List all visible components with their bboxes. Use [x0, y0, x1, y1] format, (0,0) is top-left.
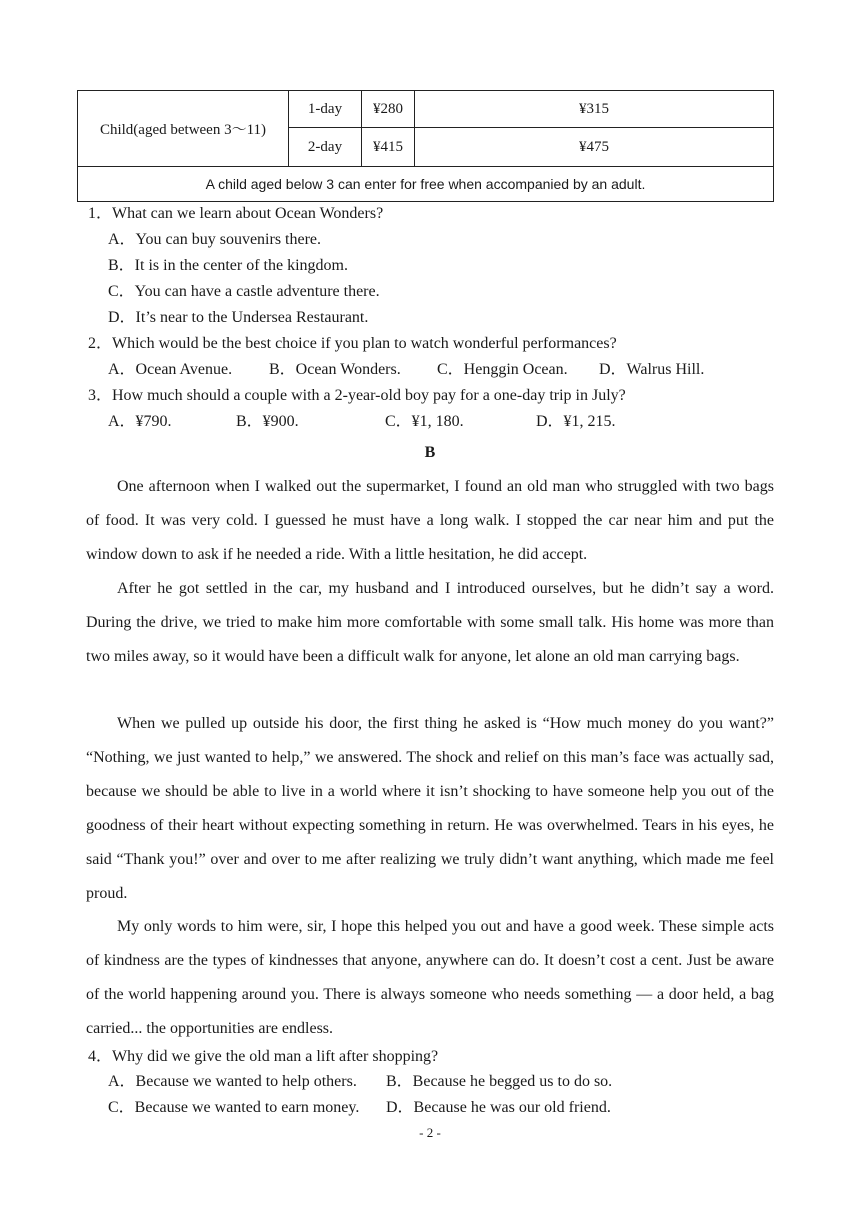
- question-2-option-d[interactable]: D．Walrus Hill.: [599, 361, 705, 378]
- question-1-option-c[interactable]: C．You can have a castle adventure there.: [108, 283, 380, 300]
- section-title: B: [424, 444, 436, 461]
- table-category-cell: Child(aged between 3～11): [78, 91, 289, 167]
- question-3-option-c[interactable]: C．¥1, 180.: [385, 413, 464, 430]
- question-1-option-b[interactable]: B．It is in the center of the kingdom.: [108, 257, 348, 274]
- question-3-option-a[interactable]: A．¥790.: [108, 413, 172, 430]
- passage-paragraph-4: My only words to him were, sir, I hope this helped you out and have a good week. These simple acts of kindness are the types of kindnesses that anyone, anywhere can do. It doesn’t cost a cent. Just be aware of the world happening around you. There is always someone who needs something — a door held, a bag carried... the opportunities are endless.: [86, 918, 774, 1037]
- question-2-option-a[interactable]: A．Ocean Avenue.: [108, 361, 233, 378]
- question-2-stem: 2．Which would be the best choice if you plan to watch wonderful performances?: [88, 335, 617, 352]
- question-3-stem: 3．How much should a couple with a 2-year-old boy pay for a one-day trip in July?: [88, 387, 626, 404]
- question-4-option-d[interactable]: D．Because he was our old friend.: [386, 1099, 611, 1116]
- ticket-price-table: [77, 90, 774, 202]
- table-price-cell: ¥280: [362, 91, 415, 128]
- table-price-cell: ¥415: [362, 128, 415, 167]
- question-2-option-b[interactable]: B．Ocean Wonders.: [269, 361, 401, 378]
- passage-paragraph-2: After he got settled in the car, my husband and I introduced ourselves, but he didn’t say a word. During the drive, we tried to make him more comfortable with some small talk. His home was more than two miles away, so it would have been a difficult walk for anyone, let alone an old man carrying bags.: [86, 580, 774, 665]
- passage-paragraph-1: One afternoon when I walked out the supermarket, I found an old man who struggled with two bags of food. It was very cold. I guessed he must have a long walk. I stopped the car near him and put the window down to ask if he needed a ride. With a little hesitation, he did accept.: [86, 478, 774, 563]
- question-4-stem: 4．Why did we give the old man a lift after shopping?: [88, 1048, 439, 1065]
- question-4-option-a[interactable]: A．Because we wanted to help others.: [108, 1073, 357, 1090]
- question-4-option-b[interactable]: B．Because he begged us to do so.: [386, 1073, 613, 1090]
- question-2-option-c[interactable]: C．Henggin Ocean.: [437, 361, 568, 378]
- question-1-stem: 1．What can we learn about Ocean Wonders?: [88, 205, 384, 222]
- table-duration-cell: 1-day: [289, 91, 362, 128]
- question-1-option-a[interactable]: A．You can buy souvenirs there.: [108, 231, 322, 248]
- passage-paragraph-3: When we pulled up outside his door, the first thing he asked is “How much money do you want?” “Nothing, we just wanted to help,” we answered. The shock and relief on this man’s face was actually sad, because we should be able to live in a world where it isn’t shocking to have someone help you out of the goodness of their heart without expecting something in return. He was overwhelmed. Tears in his eyes, he said “Thank you!” over and over to me after realizing we truly didn’t want anything, which made me feel proud.: [86, 715, 774, 902]
- table-peak-price-cell: ¥315: [415, 91, 774, 128]
- table-duration-cell: 2-day: [289, 128, 362, 167]
- question-4-option-c[interactable]: C．Because we wanted to earn money.: [108, 1099, 360, 1116]
- question-3-option-b[interactable]: B．¥900.: [236, 413, 299, 430]
- question-3-option-d[interactable]: D．¥1, 215.: [536, 413, 616, 430]
- table-note: A child aged below 3 can enter for free when accompanied by an adult.: [78, 167, 774, 202]
- page-number: - 2 -: [419, 1125, 441, 1140]
- question-1-option-d[interactable]: D．It’s near to the Undersea Restaurant.: [108, 309, 369, 326]
- table-row: [78, 91, 774, 128]
- table-peak-price-cell: ¥475: [415, 128, 774, 167]
- table-note-row: [78, 167, 774, 202]
